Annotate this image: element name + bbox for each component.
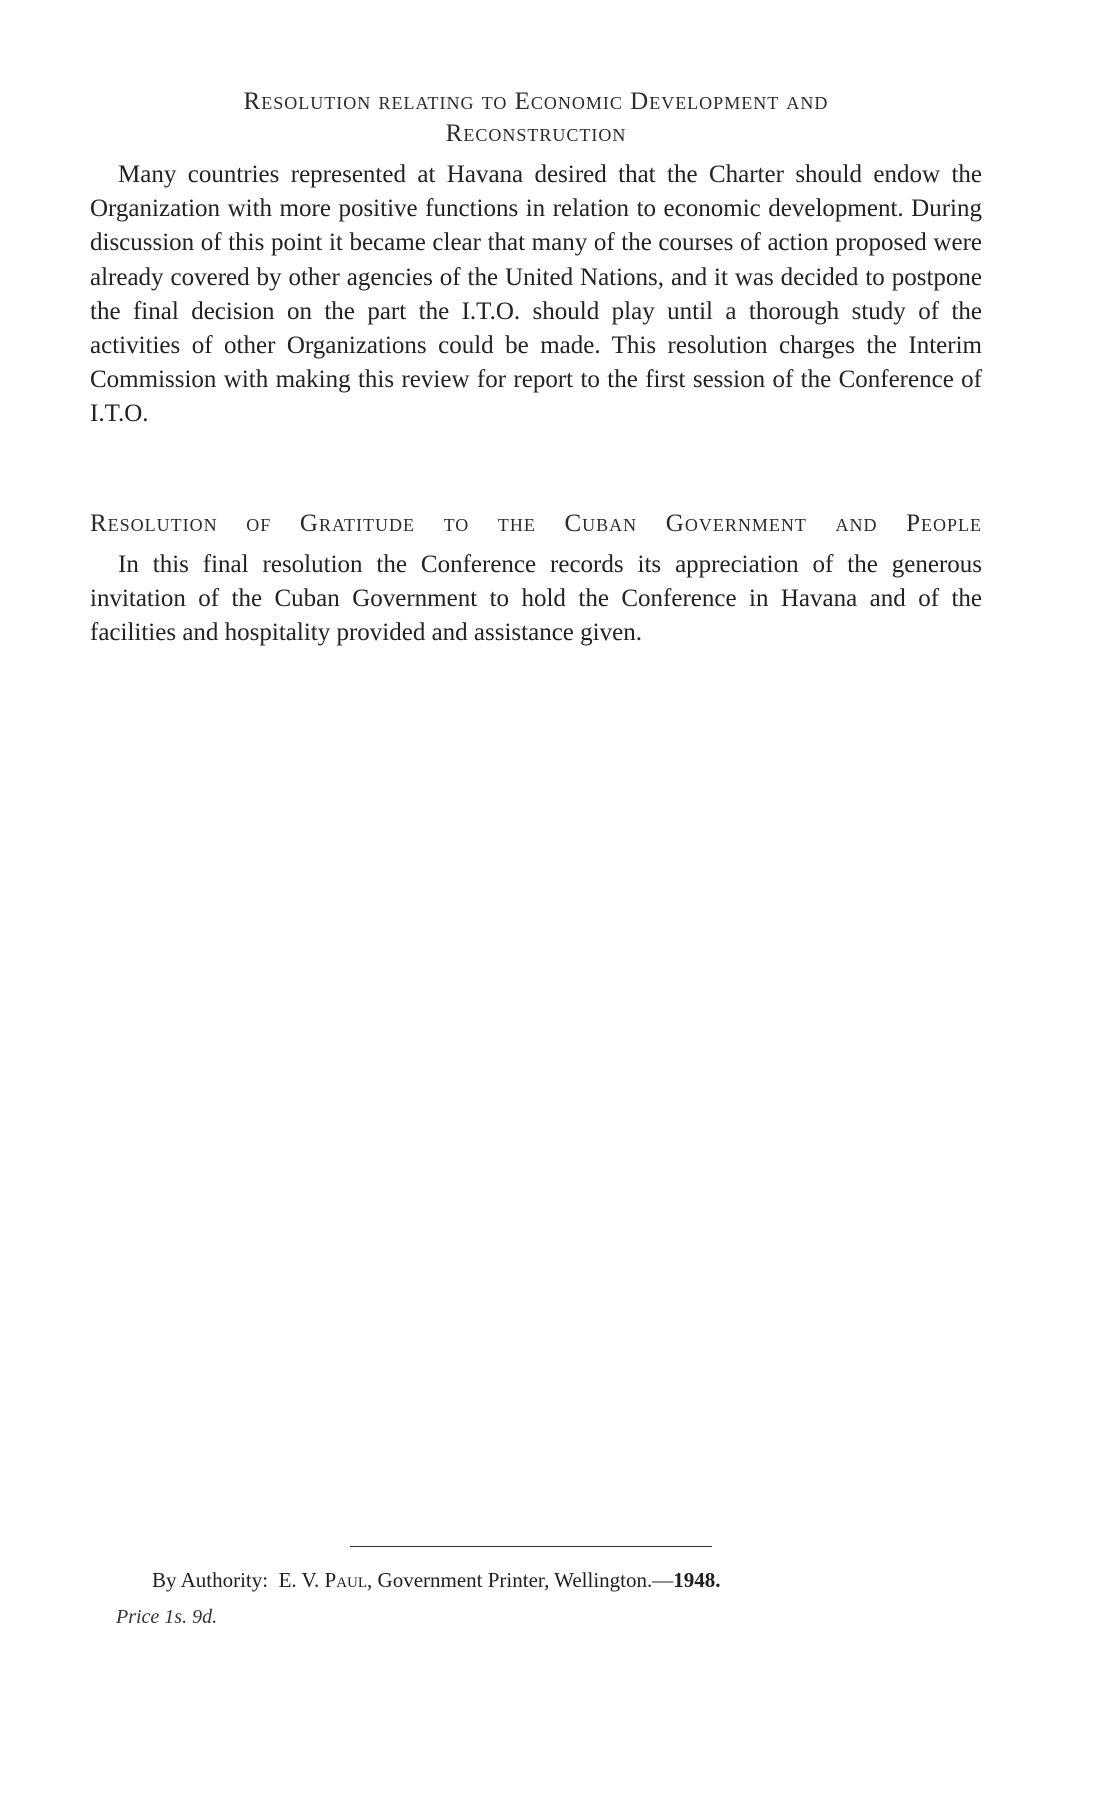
section1-paragraph: Many countries represented at Havana desired that the Charter should endow the Organization with more positive functions in relation to economic development. During discussion of this point it became clear that many of the courses of action proposed were already covered by other agencies of the United Nations, and it was decided to postpone the final decision on the part the I.T.O. should play until a thorough study of the activities of other Organizations could be made. This resolution charges the Interim Commission with making this review for report to the first session of the Conference of I.T.O. — [90, 161, 982, 428]
imprint-by-authority: By Authority: — [152, 1568, 269, 1592]
section2-heading: Resolution of Gratitude to the Cuban Government and People — [90, 510, 982, 537]
imprint-printer-title: Government Printer, Wellington.— — [377, 1568, 674, 1592]
imprint-line — [152, 1566, 972, 1594]
price-note: Price 1s. 9d. — [116, 1606, 218, 1628]
footer-rule — [350, 1546, 712, 1547]
imprint-printer-name: E. V. Paul, — [278, 1568, 373, 1592]
section2-paragraph: In this final resolution the Conference records its appreciation of the generous invitation of the Cuban Government to hold the Conference in Havana and of the facilities and hospitality provided and assistance given. — [90, 551, 982, 647]
section1-heading-line2: Reconstruction — [445, 120, 627, 147]
imprint-year: 1948. — [673, 1568, 721, 1592]
section1-heading-line1: Resolution relating to Economic Development and — [243, 88, 829, 115]
